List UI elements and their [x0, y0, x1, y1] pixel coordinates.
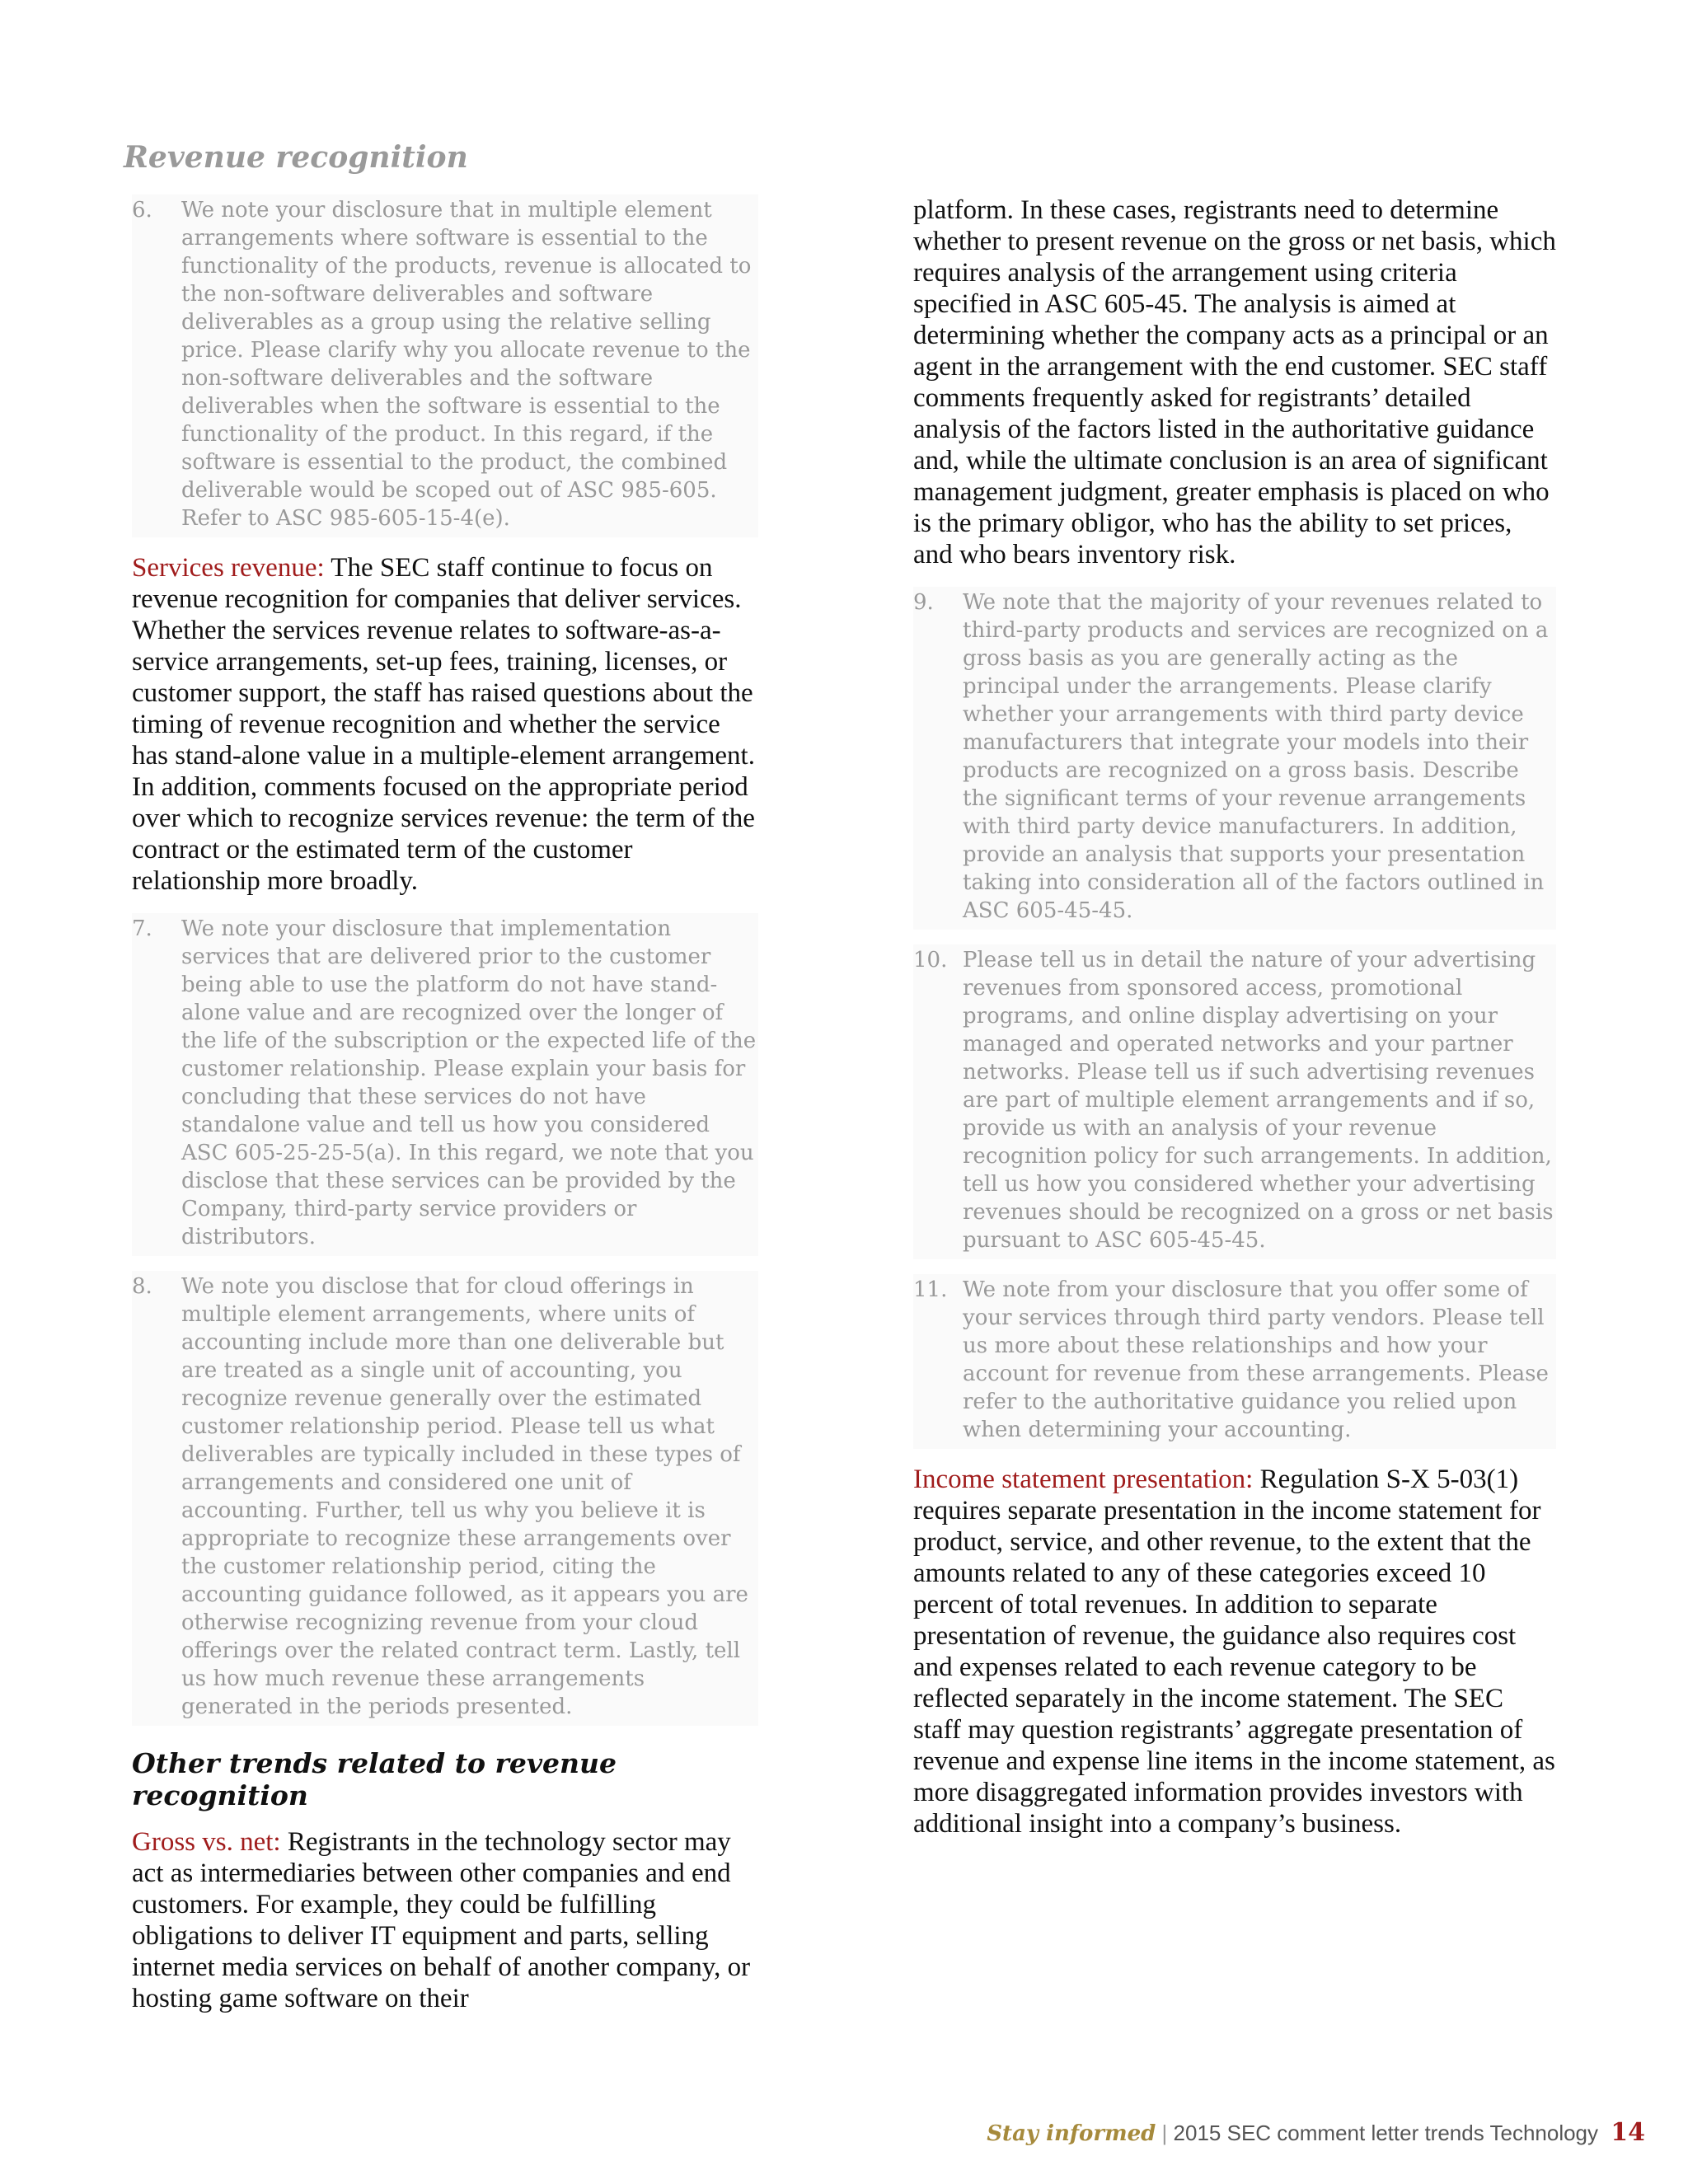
services-revenue-heading: Services revenue: — [132, 553, 325, 583]
comment-number: 7. — [132, 916, 152, 941]
comment-text: We note your disclosure that in multiple element arrangements where software is essential to the functionality of the products, revenue is allocated to the non-software deliverables and software deliverables as a group using the relative selling price. Please clarify why you allocate revenue to the non-software deliverables and the software deliverables when the software is essential to the functionality of the product. In this regard, if the software is essential to the product, the combined deliverable would be scoped out of ASC 985-605. Refer to ASC 985-605-15-4(e). — [181, 198, 752, 531]
gross-vs-net-paragraph — [132, 1826, 758, 2014]
section-title: Revenue recognition — [124, 140, 468, 175]
comment-text: We note your disclosure that implementation services that are delivered prior to the customer being able to use the platform do not have stand-alone value and are recognized over the longer of the life of the subscription or the expected life of the customer relationship. Please explain your basis for concluding that these services do not have standalone value and tell us how you considered ASC 605-25-25-5(a). In this regard, we note that you disclose that these services can be provided by the Company, third-party service providers or distributors. — [181, 916, 757, 1249]
comment-number: 9. — [913, 590, 934, 615]
services-revenue-text: The SEC staff continue to focus on revenue recognition for companies that deliver services. Whether the services revenue relates to software-as-a-service arrangements, set-up fees, training, licenses, or customer support, the staff has raised questions about the timing of revenue recognition and whether the service has stand-alone value in a multiple-element arrangement. In addition, comments focused on the appropriate period over which to recognize services revenue: the term of the contract or the estimated term of the customer relationship more broadly. — [132, 553, 755, 896]
right-column — [913, 194, 1556, 1856]
gross-vs-net-heading: Gross vs. net: — [132, 1827, 281, 1857]
gross-vs-net-continuation: platform. In these cases, registrants need to determine whether to present revenue on the gross or net basis, which requires analysis of the arrangement using criteria specified in ASC 605-45. The analysis is aimed at determining whether the company acts as a principal or an agent in the arrangement with the end customer. SEC staff comments frequently asked for registrants’ detailed analysis of the factors listed in the authoritative guidance and, while the ultimate conclusion is an area of significant management judgment, greater emphasis is placed on who is the primary obligor, who has the ability to set prices, and who bears inventory risk. — [913, 195, 1556, 569]
other-trends-heading: Other trends related to revenue recognition — [132, 1747, 617, 1811]
page-number: 14 — [1611, 2118, 1645, 2147]
sec-comment-9 — [913, 587, 1556, 930]
comment-number: 6. — [132, 198, 152, 223]
income-statement-paragraph — [913, 1464, 1556, 1840]
income-statement-heading: Income statement presentation: — [913, 1465, 1254, 1494]
left-column — [132, 194, 758, 2031]
services-revenue-paragraph — [132, 552, 758, 897]
comment-number: 10. — [913, 948, 948, 972]
footer-brand: Stay informed — [987, 2121, 1156, 2146]
comment-text: We note you disclose that for cloud offerings in multiple element arrangements, where units of accounting include more than one deliverable but are treated as a single unit of accounting, you recognize revenue generally over the estimated customer relationship period. Please tell us what deliverables are typically included in these types of arrangements and considered one unit of accounting. Further, tell us why you believe it is appropriate to recognize these arrangements over the customer relationship period, citing the accounting guidance followed, as it appears you are otherwise recognizing revenue from your cloud offerings over the related contract term. Lastly, tell us how much revenue these arrangements generated in the periods presented. — [181, 1274, 748, 1719]
income-statement-text: Regulation S-X 5-03(1) requires separate presentation in the income statement for product, service, and other revenue, to the extent that the amounts related to any of these categories exceed 10 percent of total revenues. In addition to separate presentation of revenue, the guidance also requires cost and expenses related to each revenue category to be reflected separately in the income statement. The SEC staff may question registrants’ aggregate presentation of revenue and expense line items in the income statement, as more disaggregated information provides investors with additional insight into a company’s business. — [913, 1465, 1555, 1839]
gross-vs-net-text: Registrants in the technology sector may act as intermediaries between other companies and end customers. For example, they could be fulfilling obligations to deliver IT equipment and parts, selling internet media services on behalf of another company, or hosting game software on their — [132, 1827, 751, 2013]
sec-comment-8 — [132, 1271, 758, 1726]
comment-number: 8. — [132, 1274, 152, 1299]
comment-text: Please tell us in detail the nature of your advertising revenues from sponsored access, promotional programs, and online display advertising on your managed and operated networks and your partner networks. Please tell us if such advertising revenues are part of multiple element arrangements and if so, provide us with an analysis of your revenue recognition policy for such arrangements. In addition, tell us how you considered whether your advertising revenues should be recognized on a gross or net basis pursuant to ASC 605-45-45. — [963, 948, 1554, 1253]
page-footer — [987, 2118, 1645, 2147]
sec-comment-6 — [132, 194, 758, 537]
sec-comment-10 — [913, 944, 1556, 1259]
comment-text: We note that the majority of your revenues related to third-party products and services are recognized on a gross basis as you are generally acting as the principal under the arrangements. Please clarify whether your arrangements with third party device manufacturers that integrate your models into their products are recognized on a gross basis. Describe the significant terms of your revenue arrangements with third party device manufacturers. In addition, provide an analysis that supports your presentation taking into consideration all of the factors outlined in ASC 605-45-45. — [963, 590, 1549, 923]
sec-comment-7 — [132, 913, 758, 1256]
sec-comment-11 — [913, 1274, 1556, 1449]
comment-text: We note from your disclosure that you offer some of your services through third party vendors. Please tell us more about these relationships and how your account for revenue from these arrangements. Please refer to the authoritative guidance you relied upon when determining your accounting. — [963, 1277, 1549, 1442]
comment-number: 11. — [913, 1277, 948, 1302]
footer-publication: 2015 SEC comment letter trends Technology — [1173, 2121, 1599, 2145]
footer-separator: | — [1161, 2121, 1168, 2145]
